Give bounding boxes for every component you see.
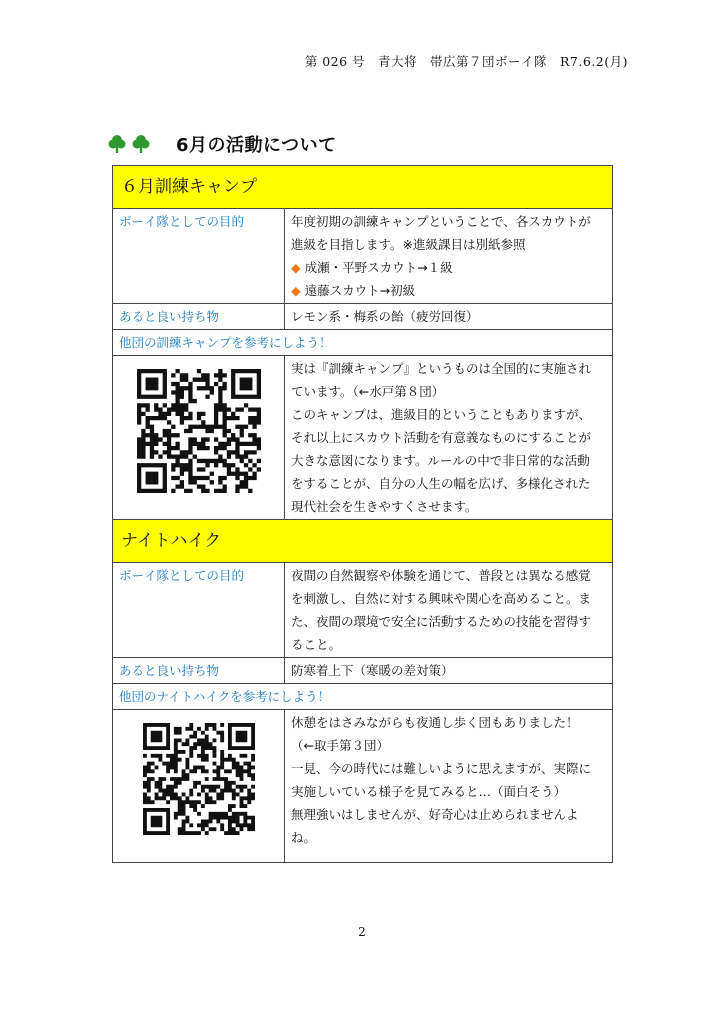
list-item: ◆ 遠藤スカウト→初級 [291, 283, 416, 298]
section-title [108, 131, 337, 157]
qr-cell [113, 710, 285, 863]
activity-title: ナイトハイク [113, 520, 613, 563]
newsletter-header: 第 026 号 青大将 帯広第７団ボーイ隊 R7.6.2(月) [304, 54, 628, 69]
purpose-text: 年度初期の訓練キャンプということで、各スカウトが 進級を目指します。※進級課目は別紙参照 ◆ 成瀬・平野スカウト→１級 ◆ 遠藤スカウト→初級 [285, 209, 613, 304]
items-label: あると良い持ち物 [113, 304, 285, 330]
tree-icon [108, 134, 126, 154]
tree-icon [132, 134, 150, 154]
items-label: あると良い持ち物 [113, 658, 285, 684]
diamond-bullet-icon: ◆ [291, 283, 301, 298]
qr-code-icon[interactable] [137, 369, 261, 493]
qr-code-icon[interactable] [143, 723, 255, 835]
purpose-label: ボーイ隊としての目的 [113, 209, 285, 304]
section-heading: 6月の活動について [176, 135, 337, 156]
diamond-bullet-icon: ◆ [291, 260, 301, 275]
activity-title: ６月訓練キャンプ [113, 166, 613, 209]
items-text: レモン系・梅系の飴（疲労回復） [285, 304, 613, 330]
reference-label: 他団のナイトハイクを参考にしよう！ [113, 684, 613, 710]
list-item: ◆ 成瀬・平野スカウト→１級 [291, 260, 453, 275]
reference-label: 他団の訓練キャンプを参考にしよう！ [113, 330, 613, 356]
reference-text: 休憩をはさみながらも夜通し歩く団もありました！ （←取手第３団） 一見、今の時代には難しいように思えますが、実際に 実施しいている様子を見てみると…（面白そう） 無理強いはしませんが、好奇心は止められませんよ ね。 [285, 710, 613, 863]
items-text: 防寒着上下（寒暖の差対策） [285, 658, 613, 684]
reference-text: 実は『訓練キャンプ』というものは全国的に実施され ています。（←水戸第８団） このキャンプは、進級目的ということもありますが、 それ以上にスカウト活動を有意義なものにすることが 大きな意図になります。ルールの中で非日常的な活動 をすることが、自分の人生の幅を広げ、多様化された 現代社会を生きやすくさせます。 [285, 356, 613, 520]
purpose-label: ボーイ隊としての目的 [113, 563, 285, 658]
page-number: 2 [358, 925, 366, 939]
qr-cell [113, 356, 285, 520]
activity-table-night-hike [112, 519, 613, 863]
purpose-text: 夜間の自然観察や体験を通じて、普段とは異なる感覚 を刺激し、自然に対する興味や関心を高めること。ま た、夜間の環境で安全に活動するための技能を習得す ること。 [285, 563, 613, 658]
activity-table-camp [112, 165, 613, 520]
